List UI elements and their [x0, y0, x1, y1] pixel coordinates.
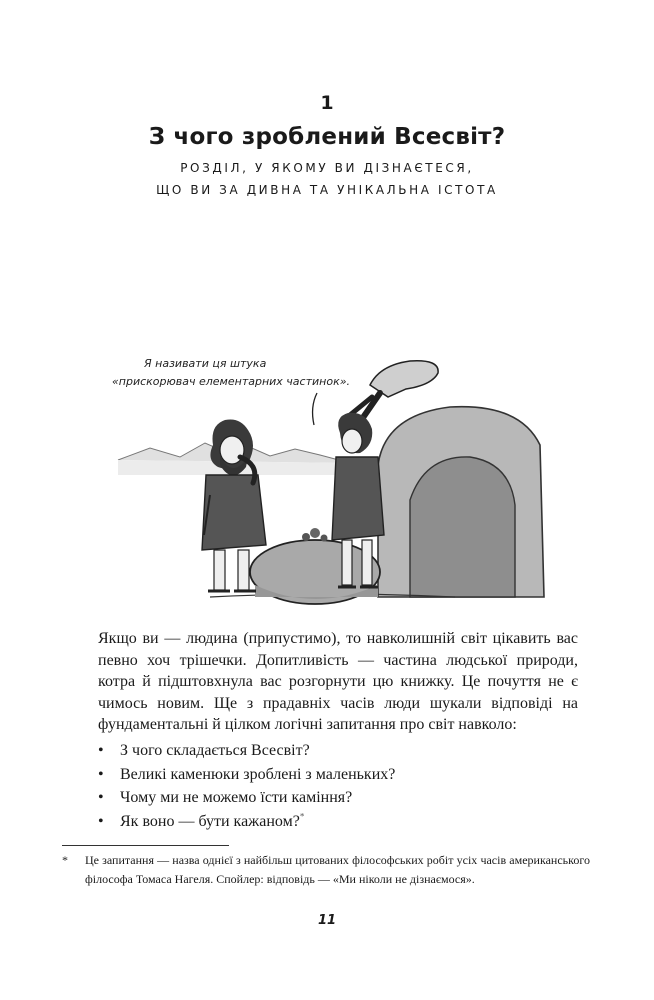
list-item [98, 786, 578, 810]
cave-opening [410, 457, 515, 597]
illustration-caption-line-2: «прискорювач елементарних частинок». [112, 375, 350, 388]
list-item-text: Великі каменюки зроблені з маленьких? [120, 765, 396, 783]
speech-tick [313, 393, 317, 425]
question-list [98, 739, 578, 833]
chapter-subtitle-line-1: РОЗДІЛ, У ЯКОМУ ВИ ДІЗНАЄТЕСЯ, [180, 161, 474, 175]
bullet-icon: • [98, 812, 104, 830]
list-item-text: З чого складається Всесвіт? [120, 742, 310, 759]
chapter-title: З чого зроблений Всесвіт? [148, 124, 506, 150]
chapter-subtitle-line-2: ЩО ВИ ЗА ДИВНА ТА УНІКАЛЬНА ІСТОТА [156, 183, 498, 197]
bullet-icon: • [98, 789, 104, 806]
cavemen-illustration [110, 345, 550, 610]
illustration-caption-line-1: Я називати ця штука [144, 357, 267, 370]
list-item [98, 739, 578, 763]
footnote-text: Це запитання — назва однієї з найбільш цитованих філософських робіт усіх часів американського філософа Томаса Нагеля. Спойлер: відповідь — «Ми ніколи не дізнаємося». [85, 853, 590, 886]
chapter-number: 1 [320, 92, 334, 114]
list-item-text: Як воно — бути кажаном? [120, 812, 300, 830]
list-item-text: Чому ми не можемо їсти каміння? [120, 789, 353, 806]
footnote [62, 851, 590, 889]
page-number: 11 [317, 913, 337, 928]
body-paragraph: Якщо ви — людина (припустимо), то навколишній світ цікавить вас певно хоч трішечки. Допитливість — частина людської природи, котра й підштовхнула вас розгорнути цю книжку. Це почуття не є чимось новим. Ще з прадавніх часів люди шукали відповіді на фундаментальні й цілком логічні запитання про світ навколо: [98, 630, 578, 733]
list-item [98, 763, 578, 787]
list-item [98, 810, 578, 834]
bullet-icon: • [98, 742, 104, 759]
footnote-mark: * [62, 853, 68, 867]
footnote-divider [62, 845, 229, 846]
body-paragraph-block [98, 628, 578, 736]
footnote-reference[interactable]: * [299, 811, 305, 822]
bullet-icon: • [98, 765, 104, 783]
